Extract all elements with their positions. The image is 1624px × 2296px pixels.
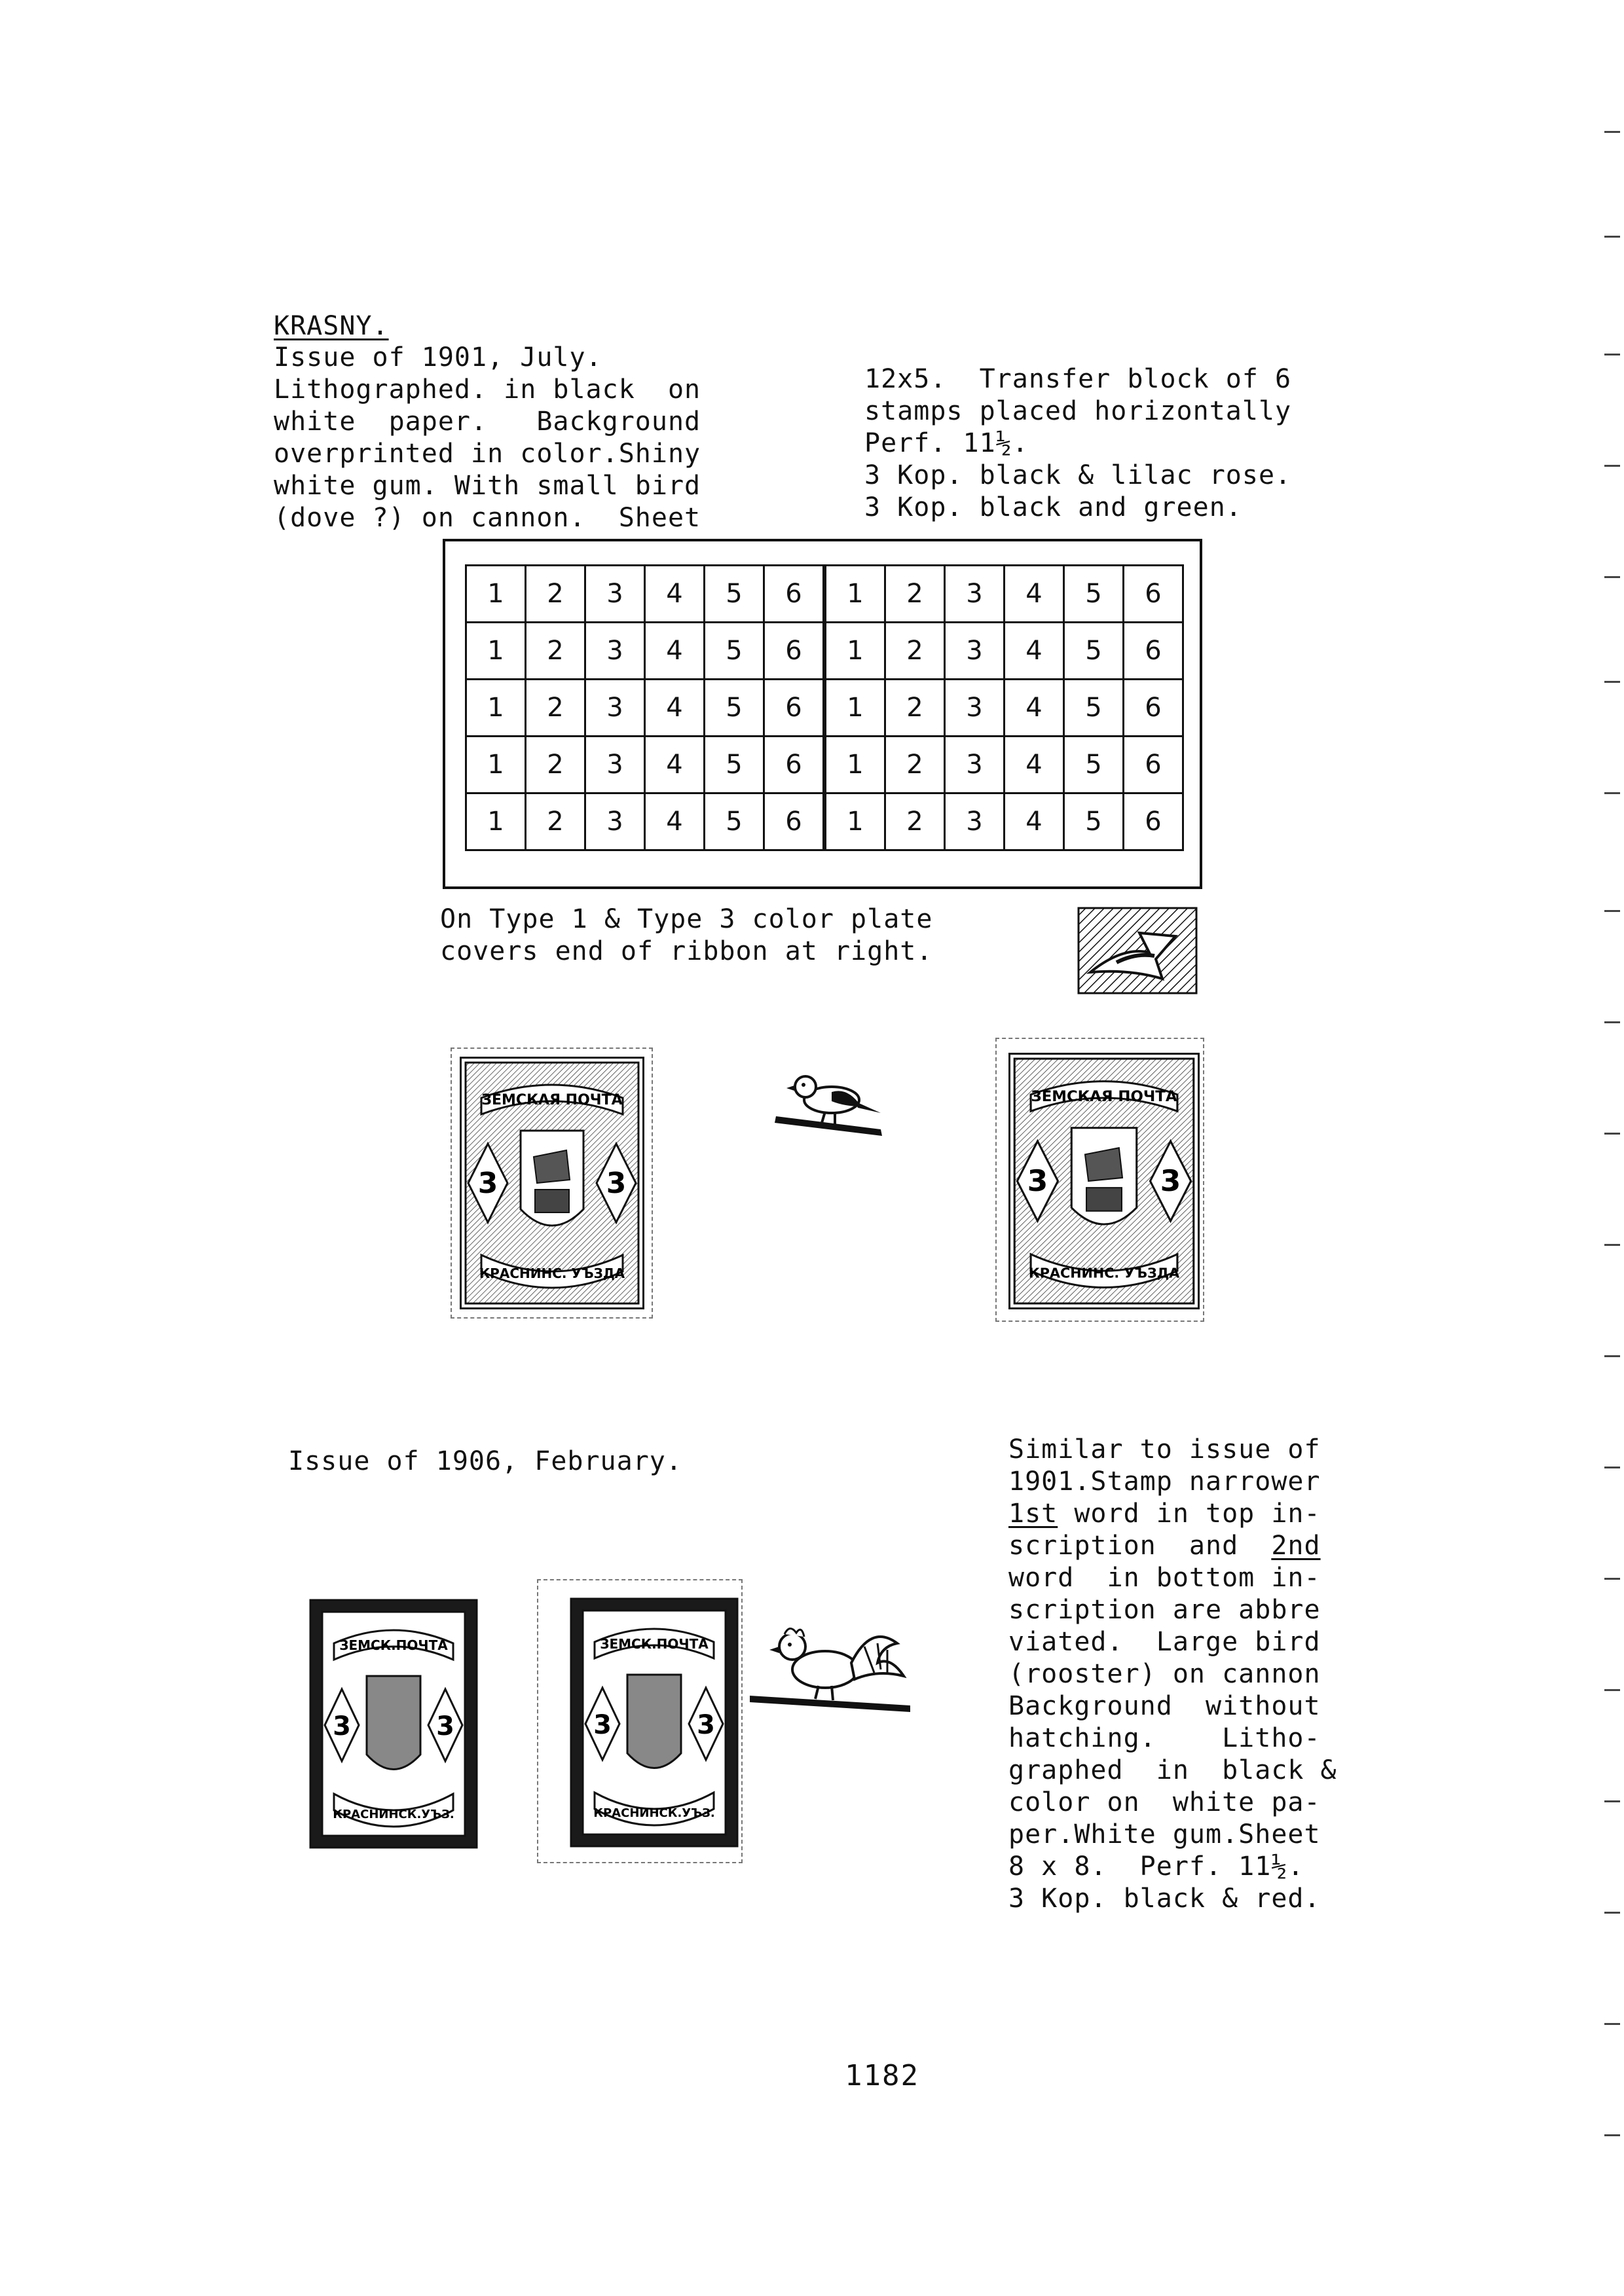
text-fragment: color on white pa- xyxy=(1008,1787,1321,1817)
text-fragment: scription and xyxy=(1008,1531,1272,1561)
grid-cell: 2 xyxy=(526,623,585,680)
text-fragment: Similar to issue of xyxy=(1008,1434,1321,1465)
grid-cell: 2 xyxy=(885,737,945,793)
stamp-value-right: 3 xyxy=(697,1710,715,1740)
grid-cell: 4 xyxy=(1005,623,1064,680)
text-line xyxy=(1008,1658,1337,1690)
text-fragment: 1901.Stamp narrower xyxy=(1008,1467,1321,1497)
stamp-design xyxy=(1010,1055,1198,1307)
grid-cell: 6 xyxy=(1124,623,1183,680)
grid-cell: 3 xyxy=(945,793,1005,850)
page-number: 1182 xyxy=(845,2059,919,2092)
grid-cell: 6 xyxy=(764,793,825,850)
stamp-design xyxy=(462,1059,642,1307)
text-line: 3 Kop. black and green. xyxy=(864,492,1242,522)
underlined-word: 1st xyxy=(1008,1499,1058,1529)
grid-cell: 6 xyxy=(1124,566,1183,623)
text-line xyxy=(1008,1690,1337,1722)
grid-cell: 4 xyxy=(1005,566,1064,623)
grid-row xyxy=(466,566,1183,623)
grid-cell: 4 xyxy=(645,566,705,623)
stamp-top-inscription: ЗЕМСКАЯ ПОЧТА xyxy=(481,1092,623,1108)
grid-cell: 1 xyxy=(824,680,885,737)
text-line: white gum. With small bird xyxy=(274,471,701,501)
text-fragment: word in top in- xyxy=(1058,1499,1321,1529)
stamp-value-right: 3 xyxy=(1160,1163,1181,1199)
stamp-bottom-inscription: КРАСНИНС. УЪЗДА xyxy=(1028,1265,1180,1281)
text-fragment: graphed in black & xyxy=(1008,1755,1337,1785)
text-line xyxy=(1008,1530,1337,1562)
grid-cell: 5 xyxy=(705,623,764,680)
stamp-value-left: 3 xyxy=(477,1167,498,1200)
stamp-value-right: 3 xyxy=(436,1711,454,1741)
stamp-bottom-inscription: КРАСНИНСК.УЪЗ. xyxy=(593,1806,715,1820)
grid-row xyxy=(466,680,1183,737)
stamp-top-inscription: ЗЕМСК.ПОЧТА xyxy=(339,1637,448,1653)
stamp-value-left: 3 xyxy=(333,1711,351,1741)
text-line xyxy=(1008,1594,1337,1626)
stamp-bottom-inscription: КРАСНИНСК.УЪЗ. xyxy=(333,1808,454,1821)
grid-cell: 4 xyxy=(1005,793,1064,850)
grid-cell: 3 xyxy=(585,680,645,737)
text-line xyxy=(1008,1562,1337,1594)
grid-cell: 1 xyxy=(824,623,885,680)
text-line xyxy=(1008,1498,1337,1530)
grid-cell: 2 xyxy=(885,680,945,737)
grid-cell: 2 xyxy=(526,793,585,850)
grid-cell: 1 xyxy=(466,737,526,793)
grid-cell: 5 xyxy=(1064,793,1124,850)
text-fragment: viated. Large bird xyxy=(1008,1627,1321,1657)
grid-cell: 2 xyxy=(526,680,585,737)
dove-on-cannon-illustration xyxy=(769,1061,887,1139)
transfer-block-grid xyxy=(465,564,1184,851)
grid-cell: 6 xyxy=(764,737,825,793)
grid-cell: 2 xyxy=(885,623,945,680)
text-line xyxy=(1008,1626,1337,1658)
text-line: covers end of ribbon at right. xyxy=(440,936,933,966)
grid-cell: 5 xyxy=(705,680,764,737)
grid-row xyxy=(466,623,1183,680)
text-line: 12x5. Transfer block of 6 xyxy=(864,364,1292,394)
grid-cell: 5 xyxy=(705,793,764,850)
stamp-1906-left xyxy=(308,1597,479,1850)
grid-cell: 6 xyxy=(764,566,825,623)
stamp-1901-left xyxy=(460,1057,644,1309)
grid-cell: 5 xyxy=(1064,737,1124,793)
ribbon-note xyxy=(440,903,932,968)
text-line: Perf. 11½. xyxy=(864,428,1029,458)
text-fragment: per.White gum.Sheet xyxy=(1008,1819,1321,1850)
issue-1906-title: Issue of 1906, February. xyxy=(288,1446,682,1476)
issue-1901-right-text xyxy=(864,363,1291,524)
text-line: Lithographed. in black on xyxy=(274,374,701,405)
text-fragment: hatching. Litho- xyxy=(1008,1723,1321,1753)
text-line: (dove ?) on cannon. Sheet xyxy=(274,503,701,533)
text-line: stamps placed horizontally xyxy=(864,396,1292,426)
stamp-1906-right xyxy=(568,1596,740,1849)
text-line xyxy=(1008,1819,1337,1851)
grid-cell: 4 xyxy=(1005,680,1064,737)
grid-cell: 4 xyxy=(1005,737,1064,793)
grid-cell: 1 xyxy=(824,793,885,850)
text-line xyxy=(1008,1755,1337,1787)
grid-cell: 6 xyxy=(1124,680,1183,737)
grid-cell: 5 xyxy=(1064,623,1124,680)
grid-cell: 4 xyxy=(645,737,705,793)
grid-cell: 6 xyxy=(764,680,825,737)
text-line: 3 Kop. black & lilac rose. xyxy=(864,460,1292,490)
grid-cell: 3 xyxy=(945,566,1005,623)
grid-cell: 6 xyxy=(764,623,825,680)
stamp-1901-right xyxy=(1008,1053,1200,1309)
text-line xyxy=(1008,1434,1337,1466)
text-line xyxy=(1008,1466,1337,1498)
text-line: white paper. Background xyxy=(274,407,701,437)
grid-cell: 3 xyxy=(585,623,645,680)
issue-1901-left-text xyxy=(274,342,701,534)
text-fragment: 3 Kop. black & red. xyxy=(1008,1884,1321,1914)
text-line: overprinted in color.Shiny xyxy=(274,439,701,469)
issue-1906-description xyxy=(1008,1434,1337,1915)
grid-cell: 4 xyxy=(645,680,705,737)
text-fragment: scription are abbre xyxy=(1008,1595,1321,1625)
stamp-top-inscription: ЗЕМСК.ПОЧТА xyxy=(600,1636,709,1652)
grid-cell: 3 xyxy=(585,566,645,623)
stamp-design xyxy=(568,1596,740,1849)
grid-cell: 1 xyxy=(466,680,526,737)
text-line xyxy=(1008,1787,1337,1819)
grid-cell: 3 xyxy=(945,737,1005,793)
text-line: On Type 1 & Type 3 color plate xyxy=(440,904,933,934)
rooster-on-cannon-illustration xyxy=(747,1617,917,1715)
grid-cell: 4 xyxy=(645,793,705,850)
grid-cell: 2 xyxy=(885,793,945,850)
stamp-top-inscription: ЗЕМСКАЯ ПОЧТА xyxy=(1031,1088,1177,1106)
text-fragment: (rooster) on cannon xyxy=(1008,1659,1321,1689)
grid-cell: 5 xyxy=(1064,680,1124,737)
text-fragment: 8 x 8. Perf. 11½. xyxy=(1008,1851,1304,1882)
grid-cell: 3 xyxy=(945,680,1005,737)
text-fragment: word in bottom in- xyxy=(1008,1563,1321,1593)
stamp-value-left: 3 xyxy=(1027,1163,1048,1199)
grid-cell: 4 xyxy=(645,623,705,680)
grid-cell: 5 xyxy=(705,737,764,793)
grid-cell: 2 xyxy=(885,566,945,623)
grid-cell: 3 xyxy=(585,737,645,793)
grid-cell: 2 xyxy=(526,566,585,623)
text-fragment: Background without xyxy=(1008,1691,1321,1721)
section-heading: KRASNY. xyxy=(274,311,389,341)
text-line xyxy=(1008,1851,1337,1883)
text-line: Issue of 1901, July. xyxy=(274,342,602,373)
grid-cell: 1 xyxy=(466,623,526,680)
text-line xyxy=(1008,1883,1337,1915)
grid-row xyxy=(466,793,1183,850)
stamp-bottom-inscription: КРАСНИНС. УЪЗДА xyxy=(479,1266,625,1281)
ribbon-detail-illustration xyxy=(1077,907,1198,995)
stamp-value-right: 3 xyxy=(606,1167,627,1200)
grid-cell: 1 xyxy=(824,737,885,793)
underlined-word: 2nd xyxy=(1271,1531,1321,1561)
grid-cell: 5 xyxy=(705,566,764,623)
stamp-design xyxy=(308,1597,479,1850)
stamp-value-left: 3 xyxy=(593,1710,612,1740)
grid-cell: 2 xyxy=(526,737,585,793)
grid-row xyxy=(466,737,1183,793)
grid-cell: 5 xyxy=(1064,566,1124,623)
grid-cell: 6 xyxy=(1124,793,1183,850)
grid-cell: 1 xyxy=(466,793,526,850)
grid-cell: 1 xyxy=(824,566,885,623)
text-line xyxy=(1008,1722,1337,1755)
grid-cell: 6 xyxy=(1124,737,1183,793)
grid-cell: 3 xyxy=(945,623,1005,680)
grid-cell: 1 xyxy=(466,566,526,623)
grid-cell: 3 xyxy=(585,793,645,850)
